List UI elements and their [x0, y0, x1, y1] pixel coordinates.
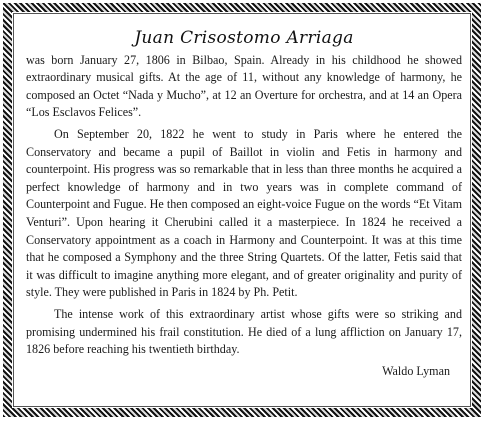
author-signature: Waldo Lyman: [382, 363, 450, 378]
document-body: [26, 30, 462, 380]
paragraph-biography-intro: was born January 27, 1806 in Bilbao, Spain. Already in his childhood he showed extraordinary musical gifts. At the age of 11, without any knowledge of harmony, he composed an Octet “Nada y Mucho”, at 12 an Overture for orchestra, and at 14 an Opera “Los Esclavos Felices”.: [26, 52, 462, 120]
document-title: Juan Crisostomo Arriaga: [134, 28, 354, 48]
paragraph-paris-studies: On September 20, 1822 he went to study in Paris where he entered the Conservatory and became a pupil of Baillot in violin and Fetis in harmony and counterpoint. His progress was so remarkable that in less than three months he acquired a perfect knowledge of harmony and in two years was in complete command of Counterpoint and Fugue. He then composed an eight-voice Fugue on the words “Et Vitam Venturi”. Upon hearing it Cherubini called it a masterpiece. In 1824 he received a Conservatory appointment as a coach in Harmony and Counterpoint. It was at this time that he composed a Symphony and the three String Quartets. Of the latter, Fetis said that it was difficult to imagine anything more elegant, and of greater originality and purity of style. They were published in Paris in 1824 by Ph. Petit.: [26, 126, 462, 300]
paragraph-death: The intense work of this extraordinary artist whose gifts were so striking and promising undermined his frail constitution. He died of a lung affliction on January 17, 1826 before reaching his twentieth birthday.: [26, 306, 462, 357]
